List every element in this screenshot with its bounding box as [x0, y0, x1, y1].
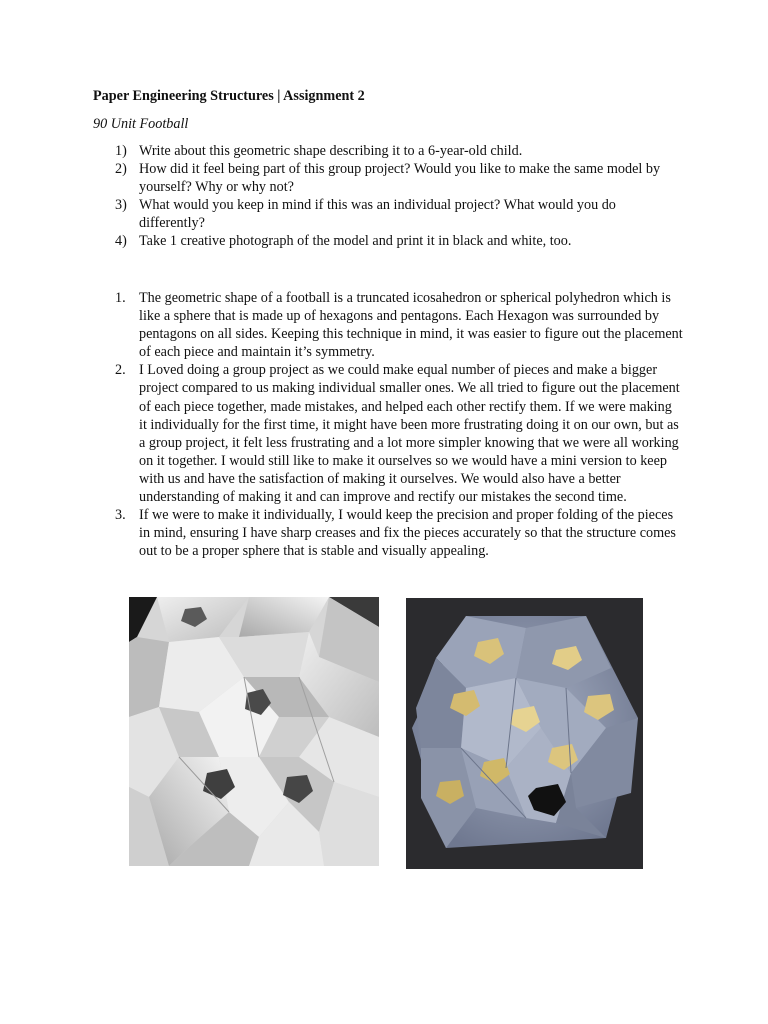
question-text: Write about this geometric shape describing it to a 6-year-old child.	[139, 143, 523, 159]
origami-photo-blue	[406, 598, 643, 869]
origami-photo-white	[129, 597, 379, 866]
question-text: Take 1 creative photograph of the model and print it in black and white, too.	[139, 233, 572, 250]
answer-number: 3.	[115, 507, 126, 524]
answer-item	[93, 361, 683, 506]
question-list	[93, 142, 683, 251]
answer-item	[93, 289, 683, 361]
question-number: 4)	[115, 233, 127, 250]
assignment-subtitle: 90 Unit Football	[93, 116, 189, 132]
question-item	[93, 232, 683, 250]
question-text: What would you keep in mind if this was an individual project? What would you do differently?	[139, 197, 616, 232]
question-item	[93, 160, 683, 196]
question-number: 1)	[115, 143, 127, 159]
question-number: 2)	[115, 161, 127, 178]
answer-list	[93, 289, 683, 560]
question-number: 3)	[115, 197, 127, 214]
answer-text: The geometric shape of a football is a truncated icosahedron or spherical polyhedron which is like a sphere that is made up of hexagons and pentagons. Each Hexagon was surrounded by pentagons on all sides. Keeping this technique in mind, it was easier to figure out the placement of each piece and maintain it’s symmetry.	[139, 290, 683, 361]
answer-item	[93, 506, 683, 560]
question-text: How did it feel being part of this group project? Would you like to make the same model by yourself? Why or why not?	[139, 161, 661, 196]
assignment-title: Paper Engineering Structures | Assignment 2	[93, 88, 365, 104]
answer-text: If we were to make it individually, I would keep the precision and proper folding of the pieces in mind, ensuring I have sharp creases and fix the pieces accurately so that the structure comes out to be a proper sphere that is stable and visually appealing.	[139, 507, 676, 560]
answer-text: I Loved doing a group project as we could make equal number of pieces and make a bigger project compared to us making individual smaller ones. We all tried to figure out the placement of each piece together, made mistakes, and helped each other rectify them. If we were making it individually for the first time, it might have been more frustrating doing it on our own, but as a group project, it felt less frustrating and a lot more simpler knowing that we were all working on it together. I would still like to make it ourselves so we would have a mini version to keep with us and have the satisfaction of making it ourselves. We would also have a better understanding of making it and can improve and rectify our mistakes the second time.	[139, 362, 680, 506]
answer-number: 2.	[115, 362, 126, 379]
question-item	[93, 196, 683, 232]
answer-number: 1.	[115, 290, 126, 306]
question-item	[93, 142, 683, 160]
